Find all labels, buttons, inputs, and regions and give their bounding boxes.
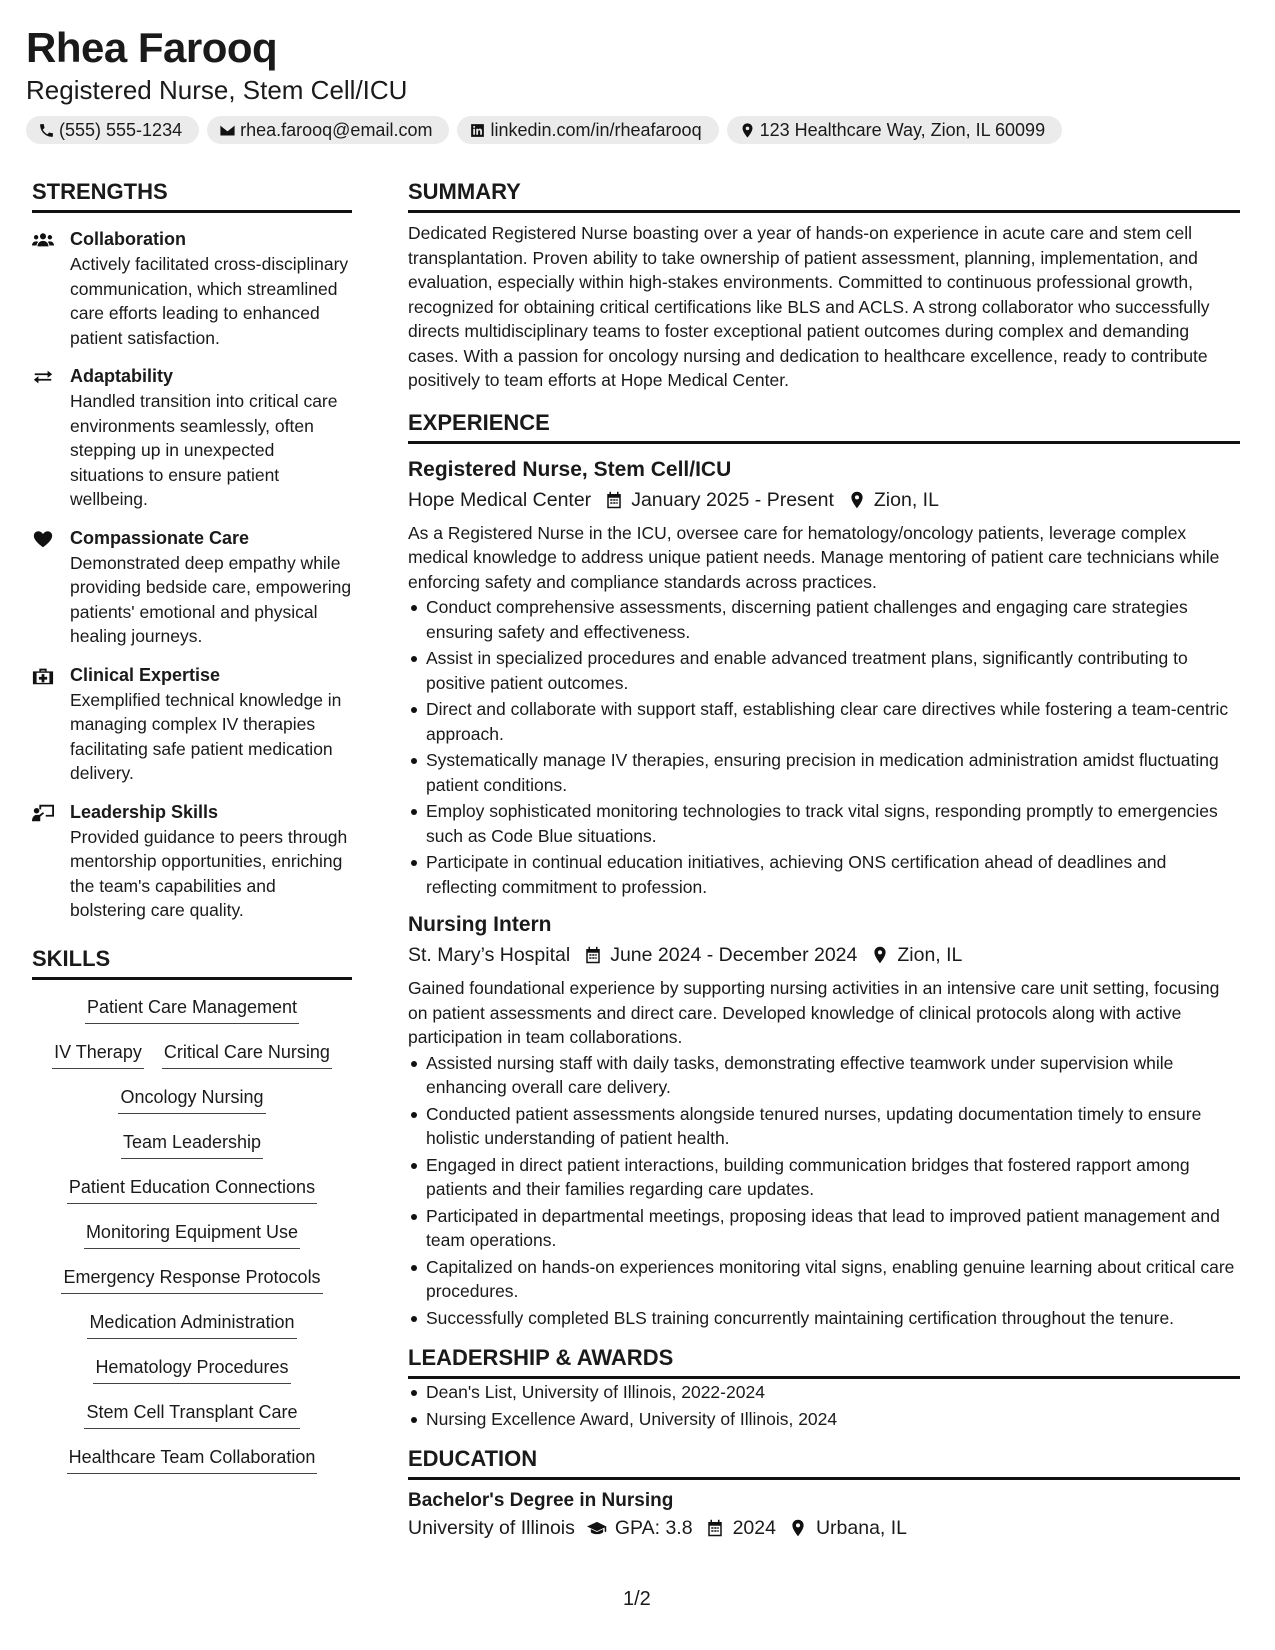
job-meta (408, 940, 1240, 970)
contact-linkedin[interactable] (457, 116, 718, 144)
resume-header (26, 24, 1251, 144)
job-entry (408, 456, 1240, 900)
bullet-item: Conducted patient assessments alongside tenured nurses, updating documentation timely to ensure holistic understanding of patient health. (408, 1102, 1240, 1151)
strength-title: Collaboration (70, 229, 186, 249)
bullet-item: Direct and collaborate with support staff, establishing clear care directives while fostering a team-centric approach. (408, 697, 1240, 746)
contact-email[interactable] (207, 116, 449, 144)
job-bullets (408, 1051, 1240, 1331)
bullet-item: Engaged in direct patient interactions, building communication bridges that fostered rapport among patients and their families regarding care updates. (408, 1153, 1240, 1202)
experience-heading: EXPERIENCE (408, 409, 1240, 444)
job-title: Nursing Intern (408, 913, 552, 936)
job-description: As a Registered Nurse in the ICU, oversee care for hematology/oncology patients, leverage complex medical knowledge to address unique patient needs. Manage mentoring of patient care technicians while enforcing safety and compliance standards across practices. (408, 522, 1220, 592)
skill-tag: Healthcare Team Collaboration (67, 1444, 318, 1474)
award-item: Nursing Excellence Award, University of Illinois, 2024 (408, 1407, 1240, 1432)
envelope-icon (219, 122, 236, 139)
skill-tag: Critical Care Nursing (162, 1039, 332, 1069)
bullet-item: Conduct comprehensive assessments, discerning patient challenges and engaging care strategies ensuring safety and effectiveness. (408, 595, 1240, 644)
arrows-exchange-icon (32, 367, 54, 387)
email-text: rhea.farooq@email.com (240, 119, 433, 140)
job-meta (408, 485, 1240, 515)
left-column (32, 178, 352, 1489)
medkit-icon (32, 666, 54, 686)
job-company: Hope Medical Center (408, 488, 592, 511)
summary-heading: SUMMARY (408, 178, 1240, 213)
education-school: University of Illinois (408, 1517, 575, 1539)
strength-desc: Demonstrated deep empathy while providing bedside care, empowering patients' emotional and physical healing journeys. (70, 552, 352, 646)
strength-item (32, 364, 352, 512)
skill-tag: Oncology Nursing (118, 1084, 265, 1114)
award-item: Dean's List, University of Illinois, 2022-2024 (408, 1380, 1240, 1405)
candidate-name: Rhea Farooq (26, 24, 278, 71)
linkedin-icon (469, 122, 486, 139)
contact-phone[interactable] (26, 116, 199, 144)
skill-tag: Patient Care Management (85, 994, 299, 1024)
bullet-item: Participated in departmental meetings, proposing ideas that lead to improved patient management and team operations. (408, 1204, 1240, 1253)
education-heading: EDUCATION (408, 1445, 1240, 1480)
strength-title: Adaptability (70, 366, 174, 386)
calendar-icon (705, 1519, 725, 1537)
strength-item (32, 800, 352, 923)
map-pin-icon (788, 1519, 808, 1537)
job-title: Registered Nurse, Stem Cell/ICU (408, 457, 732, 481)
skill-tag: Team Leadership (121, 1129, 263, 1159)
strength-desc: Exemplified technical knowledge in managing complex IV therapies facilitating safe patient medication delivery. (70, 689, 342, 783)
bullet-item: Employ sophisticated monitoring technologies to track vital signs, responding promptly to emergencies such as Code Blue situations. (408, 799, 1240, 848)
skill-tag: IV Therapy (52, 1039, 144, 1069)
page-number: 1/2 (623, 1588, 651, 1610)
strength-desc: Provided guidance to peers through mentorship opportunities, enriching the team's capabilities and bolstering care quality. (70, 826, 348, 920)
skill-tag: Emergency Response Protocols (61, 1264, 322, 1294)
strength-item (32, 526, 352, 649)
bullet-item: Assisted nursing staff with daily tasks, demonstrating effective teamwork under supervision while enhancing overall care delivery. (408, 1051, 1240, 1100)
bullet-item: Assist in specialized procedures and enable advanced treatment plans, significantly contributing to positive patient outcomes. (408, 646, 1240, 695)
calendar-icon (605, 491, 623, 509)
strength-item (32, 663, 352, 786)
strength-title: Leadership Skills (70, 801, 219, 822)
map-pin-icon (848, 491, 866, 509)
contact-address (727, 116, 1063, 144)
job-entry (408, 911, 1240, 1330)
job-dates: June 2024 - December 2024 (610, 944, 858, 966)
phone-icon (38, 122, 55, 139)
summary-text: Dedicated Registered Nurse boasting over a year of hands-on experience in acute care and stem cell transplantation. Proven ability to take ownership of patient assessment, planning, implementation, and evaluation, especially within high-stakes environments. Committed to continuous professional growth, recognized for obtaining critical certifications like BLS and ACLS. A strong collaborator who successfully directs multidisciplinary teams to foster exceptional patient outcomes during complex and demanding cases. With a passion for oncology nursing and dedication to healthcare excellence, ready to contribute positively to team efforts at Hope Medical Center. (408, 223, 1210, 390)
bullet-item: Participate in continual education initiatives, achieving ONS certification ahead of deadlines and reflecting commitment to profession. (408, 850, 1240, 899)
linkedin-text: linkedin.com/in/rheafarooq (490, 119, 702, 140)
heart-icon (32, 529, 54, 549)
users-icon (32, 230, 54, 250)
awards-list (408, 1380, 1240, 1431)
skill-tag: Patient Education Connections (67, 1174, 317, 1204)
education-meta (408, 1514, 1240, 1542)
strength-title: Clinical Expertise (70, 664, 221, 685)
education-year: 2024 (732, 1517, 776, 1539)
strength-title: Compassionate Care (70, 527, 250, 548)
skills-list (32, 994, 352, 1489)
job-location: Zion, IL (897, 944, 963, 966)
job-bullets (408, 595, 1240, 899)
job-description: Gained foundational experience by supporting nursing activities in an intensive care unit setting, focusing on patient assessments and direct care. Developed knowledge of clinical protocols along with active participation in team collaborations. (408, 978, 1220, 1047)
strength-item (32, 227, 352, 350)
skill-tag: Hematology Procedures (93, 1354, 290, 1384)
skill-tag: Medication Administration (87, 1309, 296, 1339)
education-degree: Bachelor's Degree in Nursing (408, 1490, 674, 1511)
education-location: Urbana, IL (815, 1517, 908, 1539)
strengths-heading: STRENGTHS (32, 178, 352, 213)
map-pin-icon (871, 946, 889, 964)
skill-tag: Stem Cell Transplant Care (84, 1399, 299, 1429)
map-pin-icon (739, 122, 756, 139)
education-gpa: GPA: 3.8 (614, 1517, 693, 1539)
candidate-title: Registered Nurse, Stem Cell/ICU (26, 75, 408, 105)
awards-heading: LEADERSHIP & AWARDS (408, 1344, 1240, 1379)
skill-tag: Monitoring Equipment Use (84, 1219, 300, 1249)
presenter-icon (32, 803, 54, 823)
skills-heading: SKILLS (32, 945, 352, 980)
bullet-item: Successfully completed BLS training concurrently maintaining certification throughout the tenure. (408, 1306, 1240, 1331)
address-text: 123 Healthcare Way, Zion, IL 60099 (759, 119, 1046, 140)
bullet-item: Systematically manage IV therapies, ensuring precision in medication administration amidst fluctuating patient conditions. (408, 748, 1240, 797)
graduation-cap-icon (587, 1519, 607, 1537)
strength-desc: Handled transition into critical care environments seamlessly, often stepping up in unexpected situations to ensure patient wellbeing. (70, 391, 338, 509)
job-location: Zion, IL (873, 488, 939, 511)
bullet-item: Capitalized on hands-on experiences monitoring vital signs, enabling genuine learning about critical care procedures. (408, 1255, 1240, 1304)
job-dates: January 2025 - Present (631, 488, 834, 511)
contact-bar (26, 116, 1251, 144)
right-column (408, 178, 1240, 1542)
strength-desc: Actively facilitated cross-disciplinary communication, which streamlined care efforts leading to enhanced patient satisfaction. (70, 254, 349, 348)
phone-text: (555) 555-1234 (59, 119, 183, 140)
job-company: St. Mary’s Hospital (408, 944, 571, 966)
calendar-icon (584, 946, 602, 964)
